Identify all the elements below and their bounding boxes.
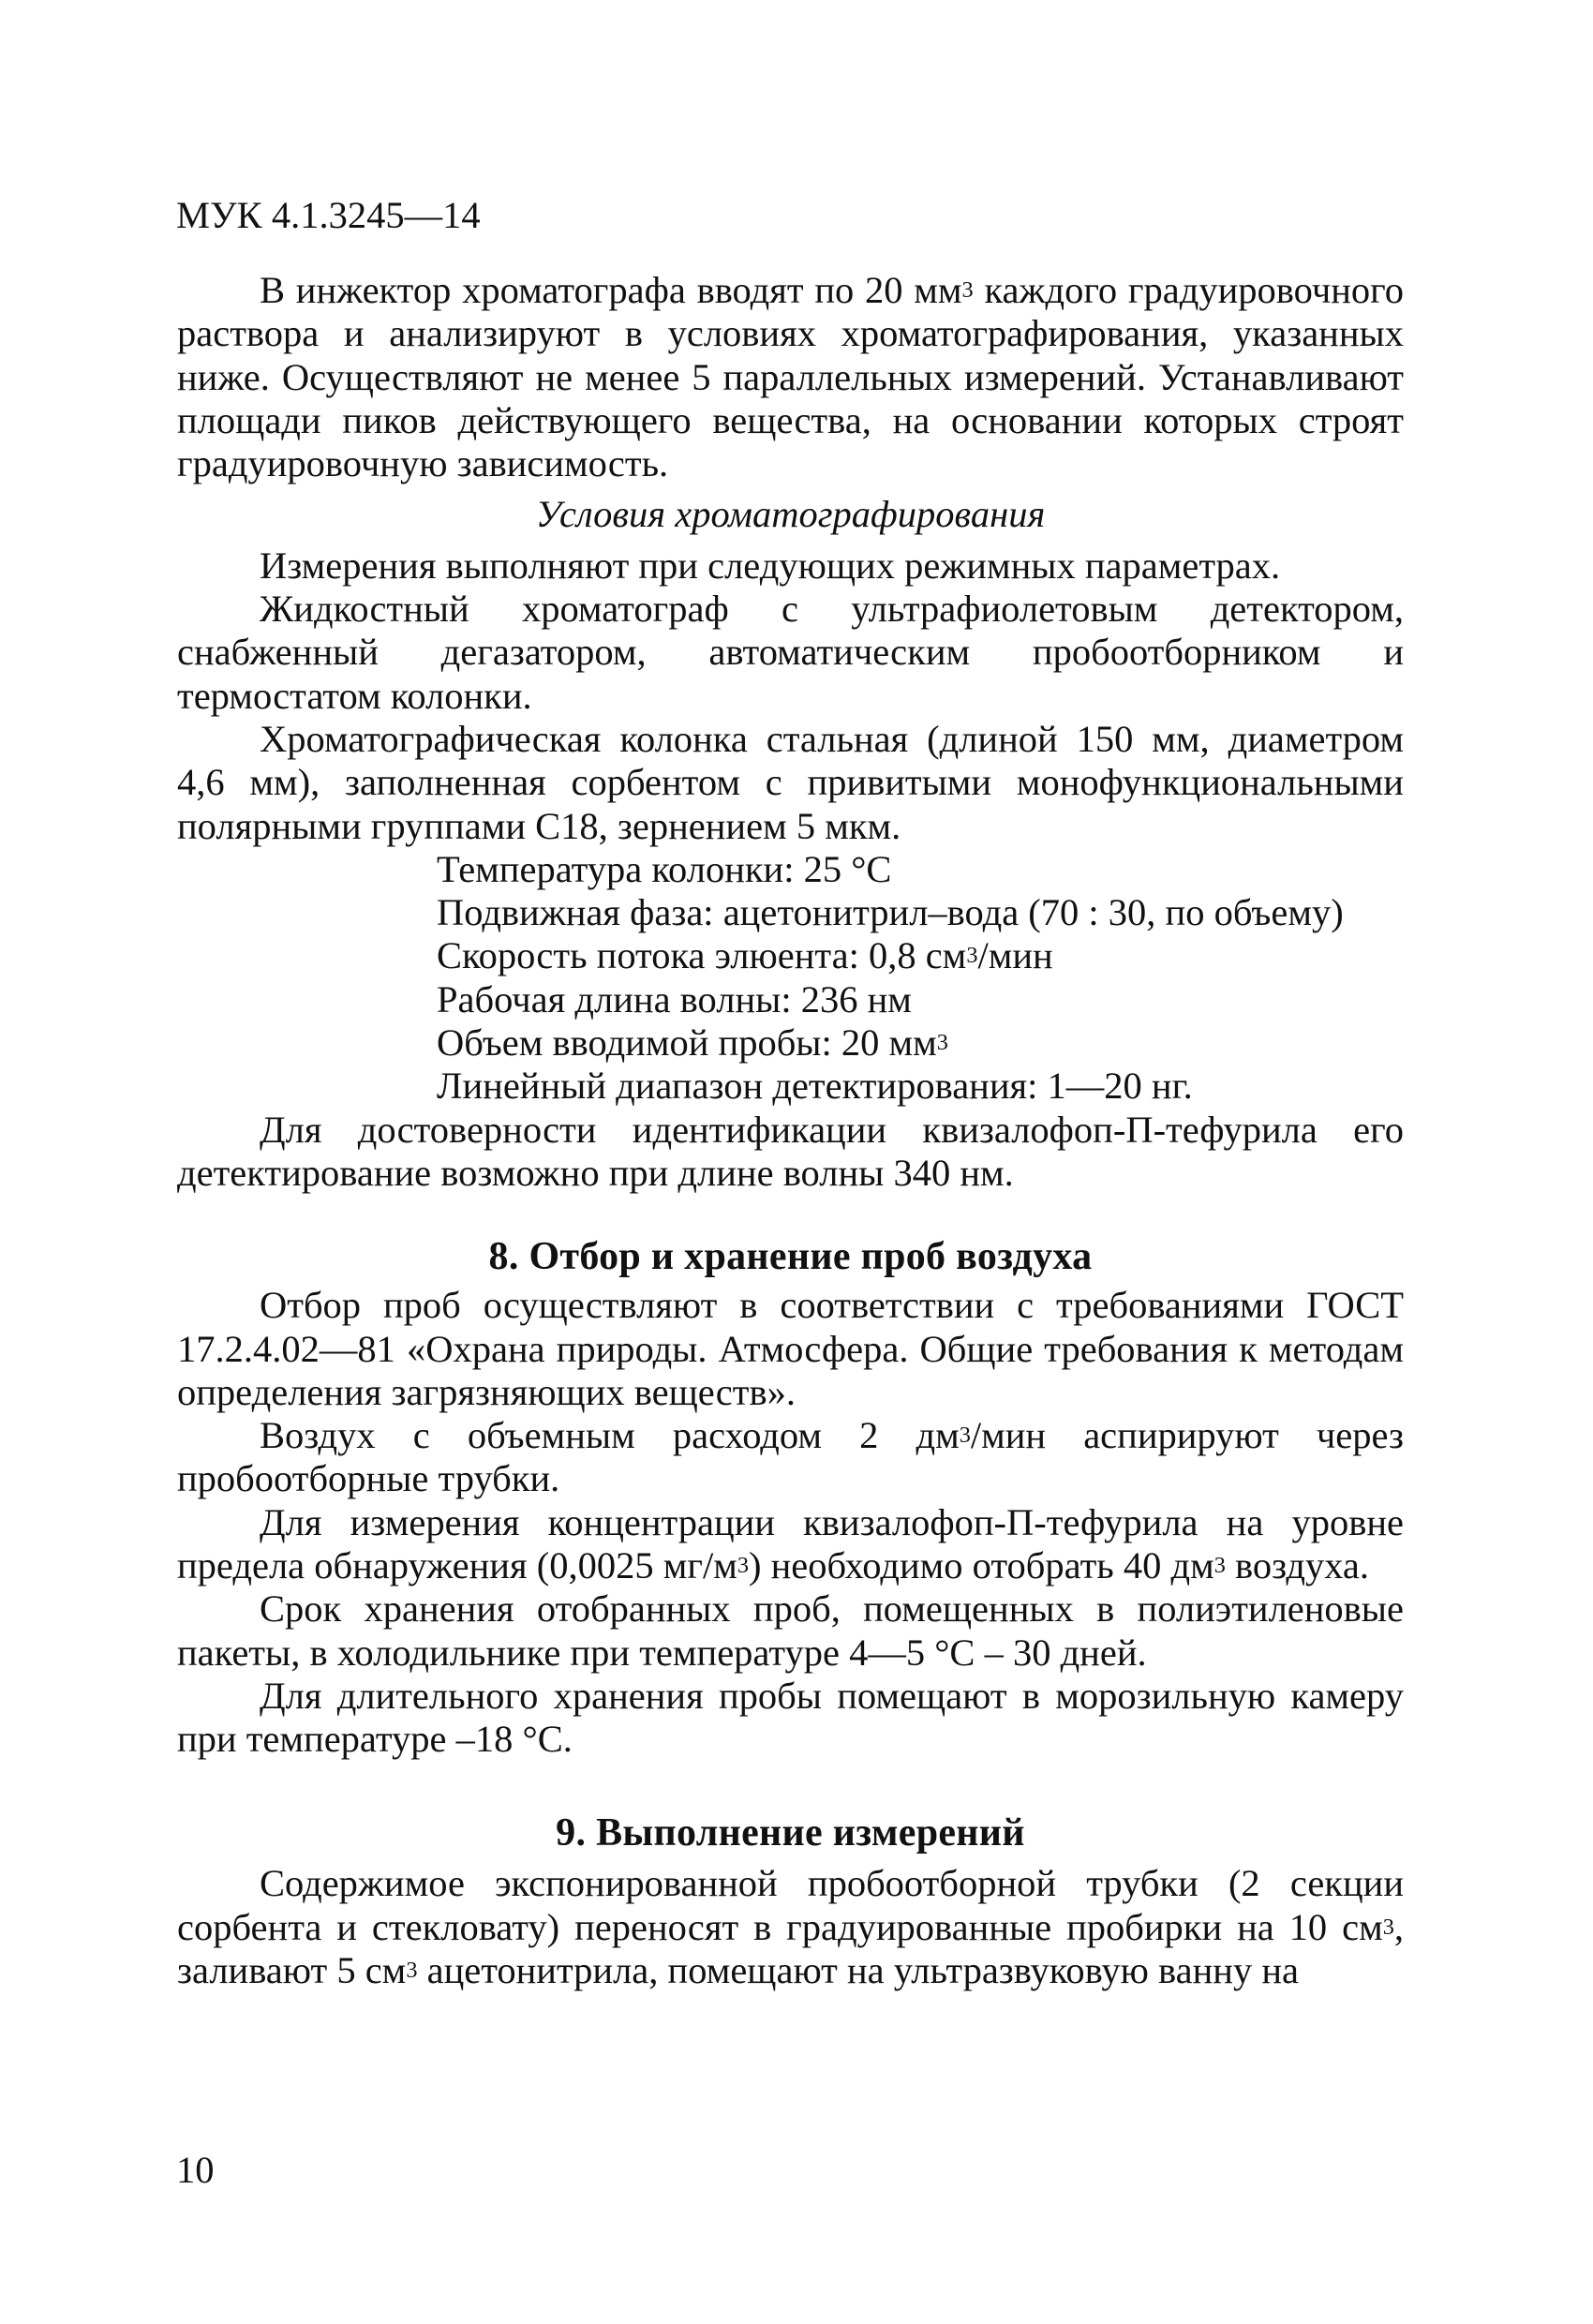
- section-8-paragraph-5: Для длительного хранения пробы помещают в морозильную камеру при температуре –18 °С.: [177, 1674, 1404, 1761]
- section-9-title: 9. Выполнение измерений: [556, 1811, 1025, 1855]
- param-wavelength: Рабочая длина волны: 236 нм: [437, 977, 912, 1020]
- section-8: [177, 1235, 1404, 1762]
- param-mobile-phase: Подвижная фаза: ацетонитрил–вода (70 : 30, по объему): [437, 891, 1344, 934]
- param-temperature: Температура колонки: 25 °С: [437, 847, 892, 890]
- section-8-paragraph-1: Отбор проб осуществляют в соответствии с требованиями ГОСТ 17.2.4.02—81 «Охрана природы. Атмосфера. Общие требования к методам определения загрязняющих веществ».: [177, 1284, 1404, 1413]
- section-8-paragraph-4: Срок хранения отобранных проб, помещенных в полиэтиленовые пакеты, в холодильнике при температуре 4—5 °С – 30 дней.: [177, 1587, 1404, 1674]
- paragraph-chromatograph: Жидкостный хроматограф с ультрафиолетовым детектором, снабженный дегазатором, автоматическим пробоотборником и термостатом колонки.: [177, 588, 1404, 717]
- param-linear-range: Линейный диапазон детектирования: 1—20 нг.: [437, 1065, 1193, 1108]
- paragraph-column: Хроматографическая колонка стальная (длиной 150 мм, диаметром 4,6 мм), заполненная сорбентом с привитыми монофункциональными полярными группами С18, зернением 5 мкм.: [177, 717, 1404, 847]
- section-8-paragraph-3: Для измерения концентрации квизалофоп-П-тефурила на уровне предела обнаружения (0,0025 $мг/м^3$) необходимо отобрать 40 $дм^3$ воздуха.: [177, 1500, 1404, 1587]
- section-8-paragraph-2: Воздух с объемным расходом 2 $дм^3$/мин аспирируют через пробоотборные трубки.: [177, 1414, 1404, 1500]
- paragraph-modes: Измерения выполняют при следующих режимных параметрах.: [260, 544, 1281, 587]
- main-text-block: [177, 269, 1404, 1195]
- subheading-conditions: Условия хроматографирования: [535, 493, 1046, 536]
- paragraph-identification: Для достоверности идентификации квизалофоп-П-тефурила его детектирование возможно при длине волны 340 нм.: [177, 1108, 1404, 1194]
- param-flow-rate: Скорость потока элюента: 0,8 $см^3$/мин: [437, 934, 1053, 977]
- section-9: [177, 1811, 1404, 1992]
- section-9-paragraph-1: Содержимое экспонированной пробоотборной трубки (2 секции сорбента и стекловату) переносят в градуированные пробирки на 10 $см^3$, заливают 5 $см^3$ ацетонитрила, помещают на ультразвуковую ванну на: [177, 1862, 1404, 1991]
- page-number: 10: [176, 2149, 215, 2191]
- param-sample-volume: Объем вводимой пробы: 20 $мм^3$: [437, 1021, 948, 1065]
- section-8-title: 8. Отбор и хранение проб воздуха: [488, 1235, 1093, 1278]
- document-header: МУК 4.1.3245—14: [176, 194, 481, 236]
- paragraph-injection: В инжектор хроматографа вводят по 20 $мм^3$ каждого градуировочного раствора и анализируют в условиях хроматографирования, указанных ниже. Осуществляют не менее 5 параллельных измерений. Устанавливают площади пиков действующего вещества, на основании которых строят градуировочную зависимость.: [177, 269, 1404, 485]
